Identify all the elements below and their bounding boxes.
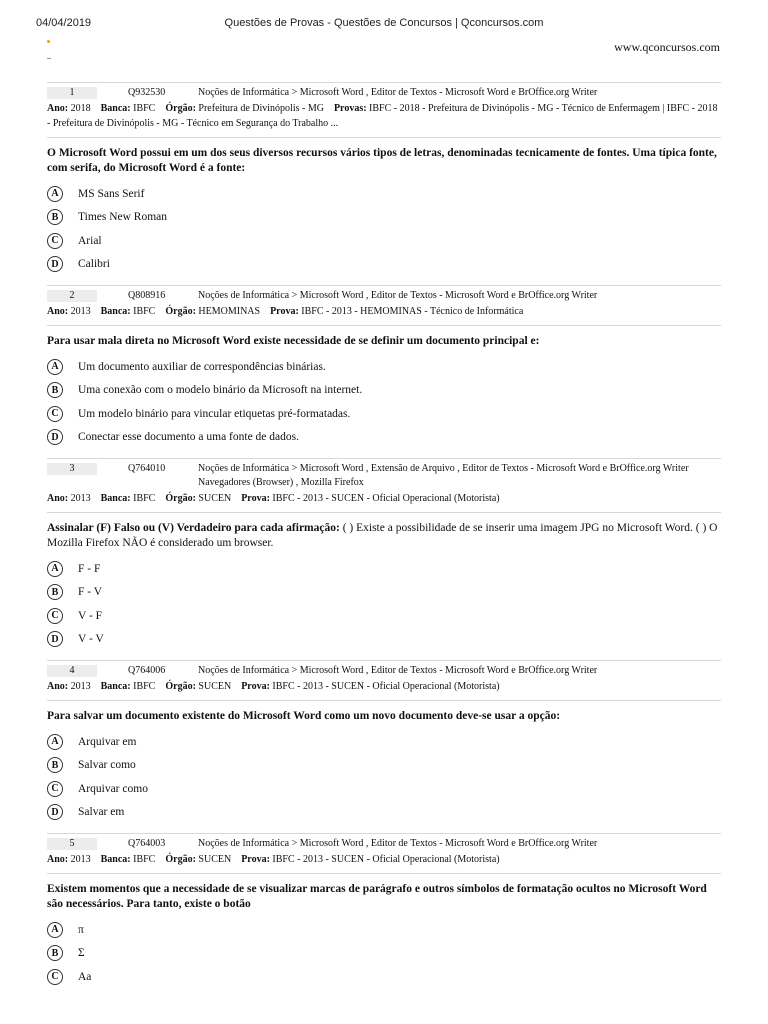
question-header [47,837,721,851]
orgao-value[interactable]: SUCEN [198,854,232,865]
option-text[interactable]: Salvar como [78,759,136,772]
option-letter-circle[interactable]: B [47,584,63,600]
statement-bold: Existem momentos que a necessidade de se visualizar marcas de parágrafo e outros símbolos de formatação ocultos no Microsoft Word são necessários. Para tanto, existe o botão [47,883,707,910]
option-text[interactable]: π [78,923,84,936]
question-card [47,82,721,285]
question-header [47,86,721,100]
banca-label: Banca: [100,306,131,317]
answer-option[interactable] [47,777,721,801]
question-header [47,289,721,303]
option-letter-circle[interactable]: A [47,734,63,750]
option-text[interactable]: Σ [78,947,85,960]
question-card [47,285,721,458]
question-card [47,458,721,660]
option-letter-circle[interactable]: A [47,186,63,202]
banca-value[interactable]: IBFC [133,493,156,504]
orgao-value[interactable]: SUCEN [198,493,232,504]
option-letter-circle[interactable]: C [47,406,63,422]
options-list [47,730,721,824]
answer-option[interactable] [47,253,721,277]
options-list [47,918,721,989]
option-letter-circle[interactable]: D [47,429,63,445]
option-text[interactable]: Calibri [78,258,110,271]
question-number[interactable]: 1 [47,87,97,99]
option-letter-circle[interactable]: C [47,969,63,985]
prova-label: Prova: [241,854,270,865]
option-text[interactable]: V - F [78,609,103,622]
question-id[interactable]: Q764006 [128,665,166,676]
answer-option[interactable] [47,604,721,628]
ano-value[interactable]: 2013 [70,493,91,504]
answer-option[interactable] [47,730,721,754]
ano-value[interactable]: 2018 [70,103,91,114]
option-text[interactable]: Uma conexão com o modelo binário da Microsoft na internet. [78,384,363,397]
question-number[interactable]: 3 [47,463,97,475]
option-letter-circle[interactable]: C [47,608,63,624]
statement-bold: O Microsoft Word possui em um dos seus diversos recursos vários tipos de letras, denominadas tecnicamente de fontes. Uma típica fonte, com serifa, do Microsoft Word é a fonte: [47,147,717,174]
options-list [47,182,721,276]
option-text[interactable]: Arial [78,234,102,247]
option-letter-circle[interactable]: B [47,945,63,961]
question-id[interactable]: Q808916 [128,290,166,301]
question-id[interactable]: Q764003 [128,838,166,849]
print-title: Questões de Provas - Questões de Concursos | Qconcursos.com [224,17,544,29]
orgao-label: Órgão: [165,306,196,317]
question-statement [47,521,721,551]
answer-option[interactable] [47,426,721,450]
answer-option[interactable] [47,801,721,825]
option-letter-circle[interactable]: C [47,233,63,249]
option-text[interactable]: Arquivar como [78,782,148,795]
option-letter-circle[interactable]: B [47,757,63,773]
answer-option[interactable] [47,182,721,206]
option-text[interactable]: Um documento auxiliar de correspondências binárias. [78,360,326,373]
question-categories[interactable]: Noções de Informática > Microsoft Word , Editor de Textos - Microsoft Word e BrOffice.org Writer [198,290,598,301]
option-text[interactable]: V - V [78,633,104,646]
prova-label: Prova: [241,681,270,692]
options-list [47,557,721,651]
answer-option[interactable] [47,557,721,581]
orgao-value[interactable]: Prefeitura de Divinópolis - MG [198,103,324,114]
answer-option[interactable] [47,229,721,253]
question-statement [47,146,721,176]
question-header [47,664,721,678]
option-text[interactable]: Times New Roman [78,211,168,224]
question-number[interactable]: 4 [47,665,97,677]
question-categories[interactable]: Noções de Informática > Microsoft Word , Editor de Textos - Microsoft Word e BrOffice.org Writer [198,87,598,98]
question-number[interactable]: 5 [47,838,97,850]
orgao-value[interactable]: HEMOMINAS [198,306,261,317]
question-categories[interactable]: Noções de Informática > Microsoft Word , Editor de Textos - Microsoft Word e BrOffice.org Writer [198,838,598,849]
prova-value[interactable]: IBFC - 2013 - HEMOMINAS - Técnico de Informática [301,306,524,317]
answer-option[interactable] [47,628,721,652]
ano-label: Ano: [47,681,69,692]
option-text[interactable]: Aa [78,970,92,983]
option-letter-circle[interactable]: D [47,256,63,272]
site-url[interactable]: www.qconcursos.com [614,40,720,54]
question-meta [47,304,721,321]
prova-label: Provas: [333,103,367,114]
option-text[interactable]: MS Sans Serif [78,187,145,200]
option-letter-circle[interactable]: A [47,922,63,938]
question-statement [47,334,721,349]
question-statement [47,882,721,912]
ano-label: Ano: [47,493,69,504]
banca-value[interactable]: IBFC [133,854,156,865]
ano-label: Ano: [47,103,69,114]
ano-label: Ano: [47,854,69,865]
banca-label: Banca: [100,103,131,114]
print-header [0,0,768,40]
option-letter-circle[interactable]: A [47,561,63,577]
question-categories[interactable]: Noções de Informática > Microsoft Word , Extensão de Arquivo , Editor de Textos - Microsoft Word e BrOffice.org Writer Navegadores (Browser) , Mozilla Firefox [198,463,689,488]
option-text[interactable]: Um modelo binário para vincular etiquetas pré-formatadas. [78,407,351,420]
divider [47,700,721,701]
answer-option[interactable] [47,965,721,989]
answer-option[interactable] [47,754,721,778]
statement-bold: Assinalar (F) Falso ou (V) Verdadeiro para cada afirmação: [47,522,340,534]
prova-value[interactable]: IBFC - 2018 - Prefeitura de Divinópolis - MG - Técnico de Enfermagem | IBFC - 2018 - Prefeitura de Divinópolis - MG - Técnico em Segurança do Trabalho ... [47,103,718,129]
logo-dot [47,40,50,43]
orgao-value[interactable]: SUCEN [198,681,232,692]
prova-value[interactable]: IBFC - 2013 - SUCEN - Oficial Operacional (Motorista) [272,681,500,692]
question-number[interactable]: 2 [47,290,97,302]
question-meta [47,101,721,133]
answer-option[interactable] [47,206,721,230]
question-header [47,462,721,490]
ano-value[interactable]: 2013 [70,681,91,692]
option-text[interactable]: Conectar esse documento a uma fonte de dados. [78,431,299,444]
orgao-label: Órgão: [165,681,196,692]
option-letter-circle[interactable]: B [47,382,63,398]
question-meta [47,679,721,696]
banca-label: Banca: [100,681,131,692]
prova-value[interactable]: IBFC - 2013 - SUCEN - Oficial Operacional (Motorista) [272,493,500,504]
option-letter-circle[interactable]: A [47,359,63,375]
option-letter-circle[interactable]: B [47,209,63,225]
statement-bold: Para usar mala direta no Microsoft Word existe necessidade de se definir um documento principal e: [47,335,540,347]
answer-option[interactable] [47,942,721,966]
banca-label: Banca: [100,493,131,504]
orgao-label: Órgão: [165,493,196,504]
statement-text: ( ) Existe a possibilidade de se inserir uma imagem JPG no Microsoft Word. ( ) O Mozilla Firefox NÃO é considerado um browser. [47,522,718,549]
answer-option[interactable] [47,402,721,426]
answer-option[interactable] [47,379,721,403]
answer-option[interactable] [47,918,721,942]
orgao-label: Órgão: [165,103,196,114]
answer-option[interactable] [47,355,721,379]
banca-value[interactable]: IBFC [133,681,156,692]
statement-bold: Para salvar um documento existente do Microsoft Word como um novo documento deve-se usar a opção: [47,710,561,722]
question-id[interactable]: Q764010 [128,463,166,474]
banca-value[interactable]: IBFC [133,103,156,114]
ano-value[interactable]: 2013 [70,306,91,317]
ano-label: Ano: [47,306,69,317]
options-list [47,355,721,449]
option-letter-circle[interactable]: C [47,781,63,797]
answer-option[interactable] [47,581,721,605]
prova-value[interactable]: IBFC - 2013 - SUCEN - Oficial Operacional (Motorista) [272,854,500,865]
question-id[interactable]: Q932530 [128,87,166,98]
banca-value[interactable]: IBFC [133,306,156,317]
prova-label: Prova: [241,493,270,504]
question-categories[interactable]: Noções de Informática > Microsoft Word , Editor de Textos - Microsoft Word e BrOffice.org Writer [198,665,598,676]
prova-label: Prova: [270,306,299,317]
option-letter-circle[interactable]: D [47,631,63,647]
orgao-label: Órgão: [165,854,196,865]
question-meta [47,852,721,869]
option-text[interactable]: Arquivar em [78,735,137,748]
divider [47,512,721,513]
logo-dash [47,58,51,59]
ano-value[interactable]: 2013 [70,854,91,865]
divider [47,873,721,874]
question-statement [47,709,721,724]
question-card [47,833,721,998]
banca-label: Banca: [100,854,131,865]
option-text[interactable]: F - V [78,586,103,599]
option-text[interactable]: Salvar em [78,806,125,819]
question-list [47,82,721,998]
divider [47,137,721,138]
option-text[interactable]: F - F [78,562,101,575]
question-card [47,660,721,833]
print-date: 04/04/2019 [36,17,92,29]
option-letter-circle[interactable]: D [47,804,63,820]
question-meta [47,491,721,508]
divider [47,325,721,326]
